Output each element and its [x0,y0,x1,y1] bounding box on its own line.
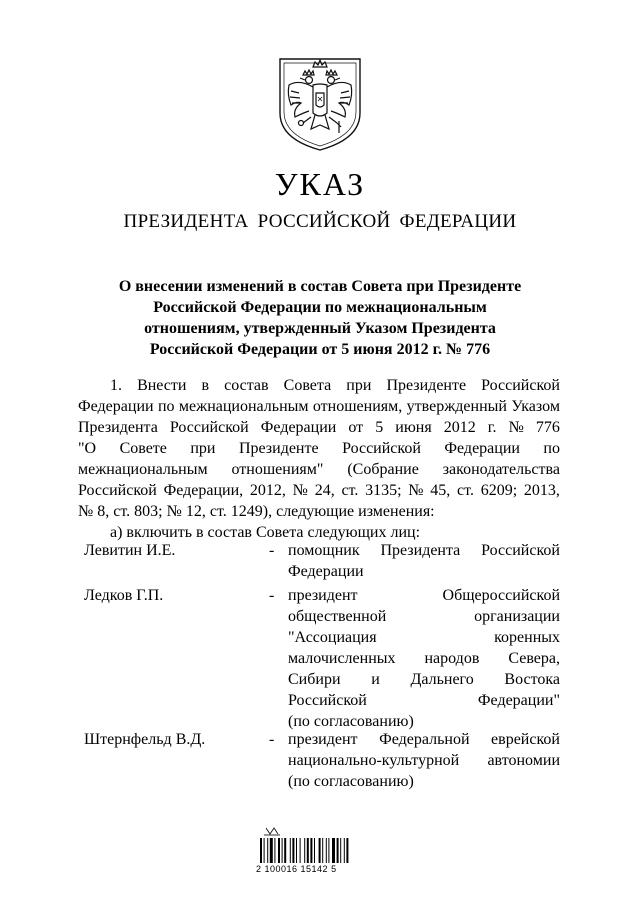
document-type-heading: УКАЗ [274,166,366,202]
member-dash: - [269,731,275,748]
paragraph-line: Федерации по межнациональным отношениям, утвержденный Указом [78,398,560,415]
member-description-line: малочисленных народов Севера, [288,650,560,667]
member-description-line: общественной организации [288,608,560,625]
decree-title [90,276,550,360]
member-description-line: Федерации [288,563,364,580]
member-description [288,729,560,792]
member-description-line: президент Федеральной еврейской [288,731,560,748]
coat-of-arms-emblem [277,55,363,153]
member-description-line: "Ассоциация коренных [288,629,560,646]
title-line: отношениям, утвержденный Указом Президента [144,320,496,337]
member-name: Штернфельд В.Д. [84,731,206,748]
paragraph-line: "О Совете при Президенте Российской Федерации по [78,440,560,457]
paragraph-line: 1. Внести в состав Совета при Президенте Российской [110,377,560,394]
member-description-line: (по согласованию) [288,713,414,730]
member-description [288,585,560,732]
member-description-line: помощник Президента Российской [288,542,560,559]
paragraph-line: Российской Федерации, 2012, № 24, ст. 3135; № 45, ст. 6209; 2013, [78,482,560,499]
member-name: Левитин И.Е. [84,542,176,559]
title-line: Российской Федерации по межнациональным [153,299,487,316]
title-line: О внесении изменений в состав Совета при Президенте [118,278,522,295]
member-dash: - [269,587,275,604]
member-description-line: Сибири и Дальнего Востока [288,671,560,688]
member-description-line: Российской Федерации" [288,692,560,709]
paragraph-line: № 8, ст. 803; № 12, ст. 1249), следующие изменения: [78,503,435,520]
paragraph-line: Президента Российской Федерации от 5 июня 2012 г. № 776 [78,419,560,436]
barcode-digits: 2 100016 15142 5 [256,864,337,874]
decree-paragraph-1 [78,375,560,543]
member-row-levitin [78,540,560,582]
member-description [288,540,560,582]
member-description-line: президент Общероссийской [288,587,560,604]
member-description-line: национально-культурной автономии [288,752,560,769]
member-dash: - [269,542,275,559]
title-line: Российской Федерации от 5 июня 2012 г. № 776 [149,341,491,358]
member-row-shternfeld [78,729,560,792]
member-name: Ледков Г.П. [84,587,164,604]
paragraph-line: межнациональным отношениям" (Собрание законодательства [78,461,560,478]
issuer-heading: ПРЕЗИДЕНТА РОССИЙСКОЙ ФЕДЕРАЦИИ [123,211,517,232]
member-description-line: (по согласованию) [288,773,414,790]
member-row-ledkov [78,585,560,732]
paragraph-line: а) включить в состав Совета следующих лиц: [110,524,421,541]
